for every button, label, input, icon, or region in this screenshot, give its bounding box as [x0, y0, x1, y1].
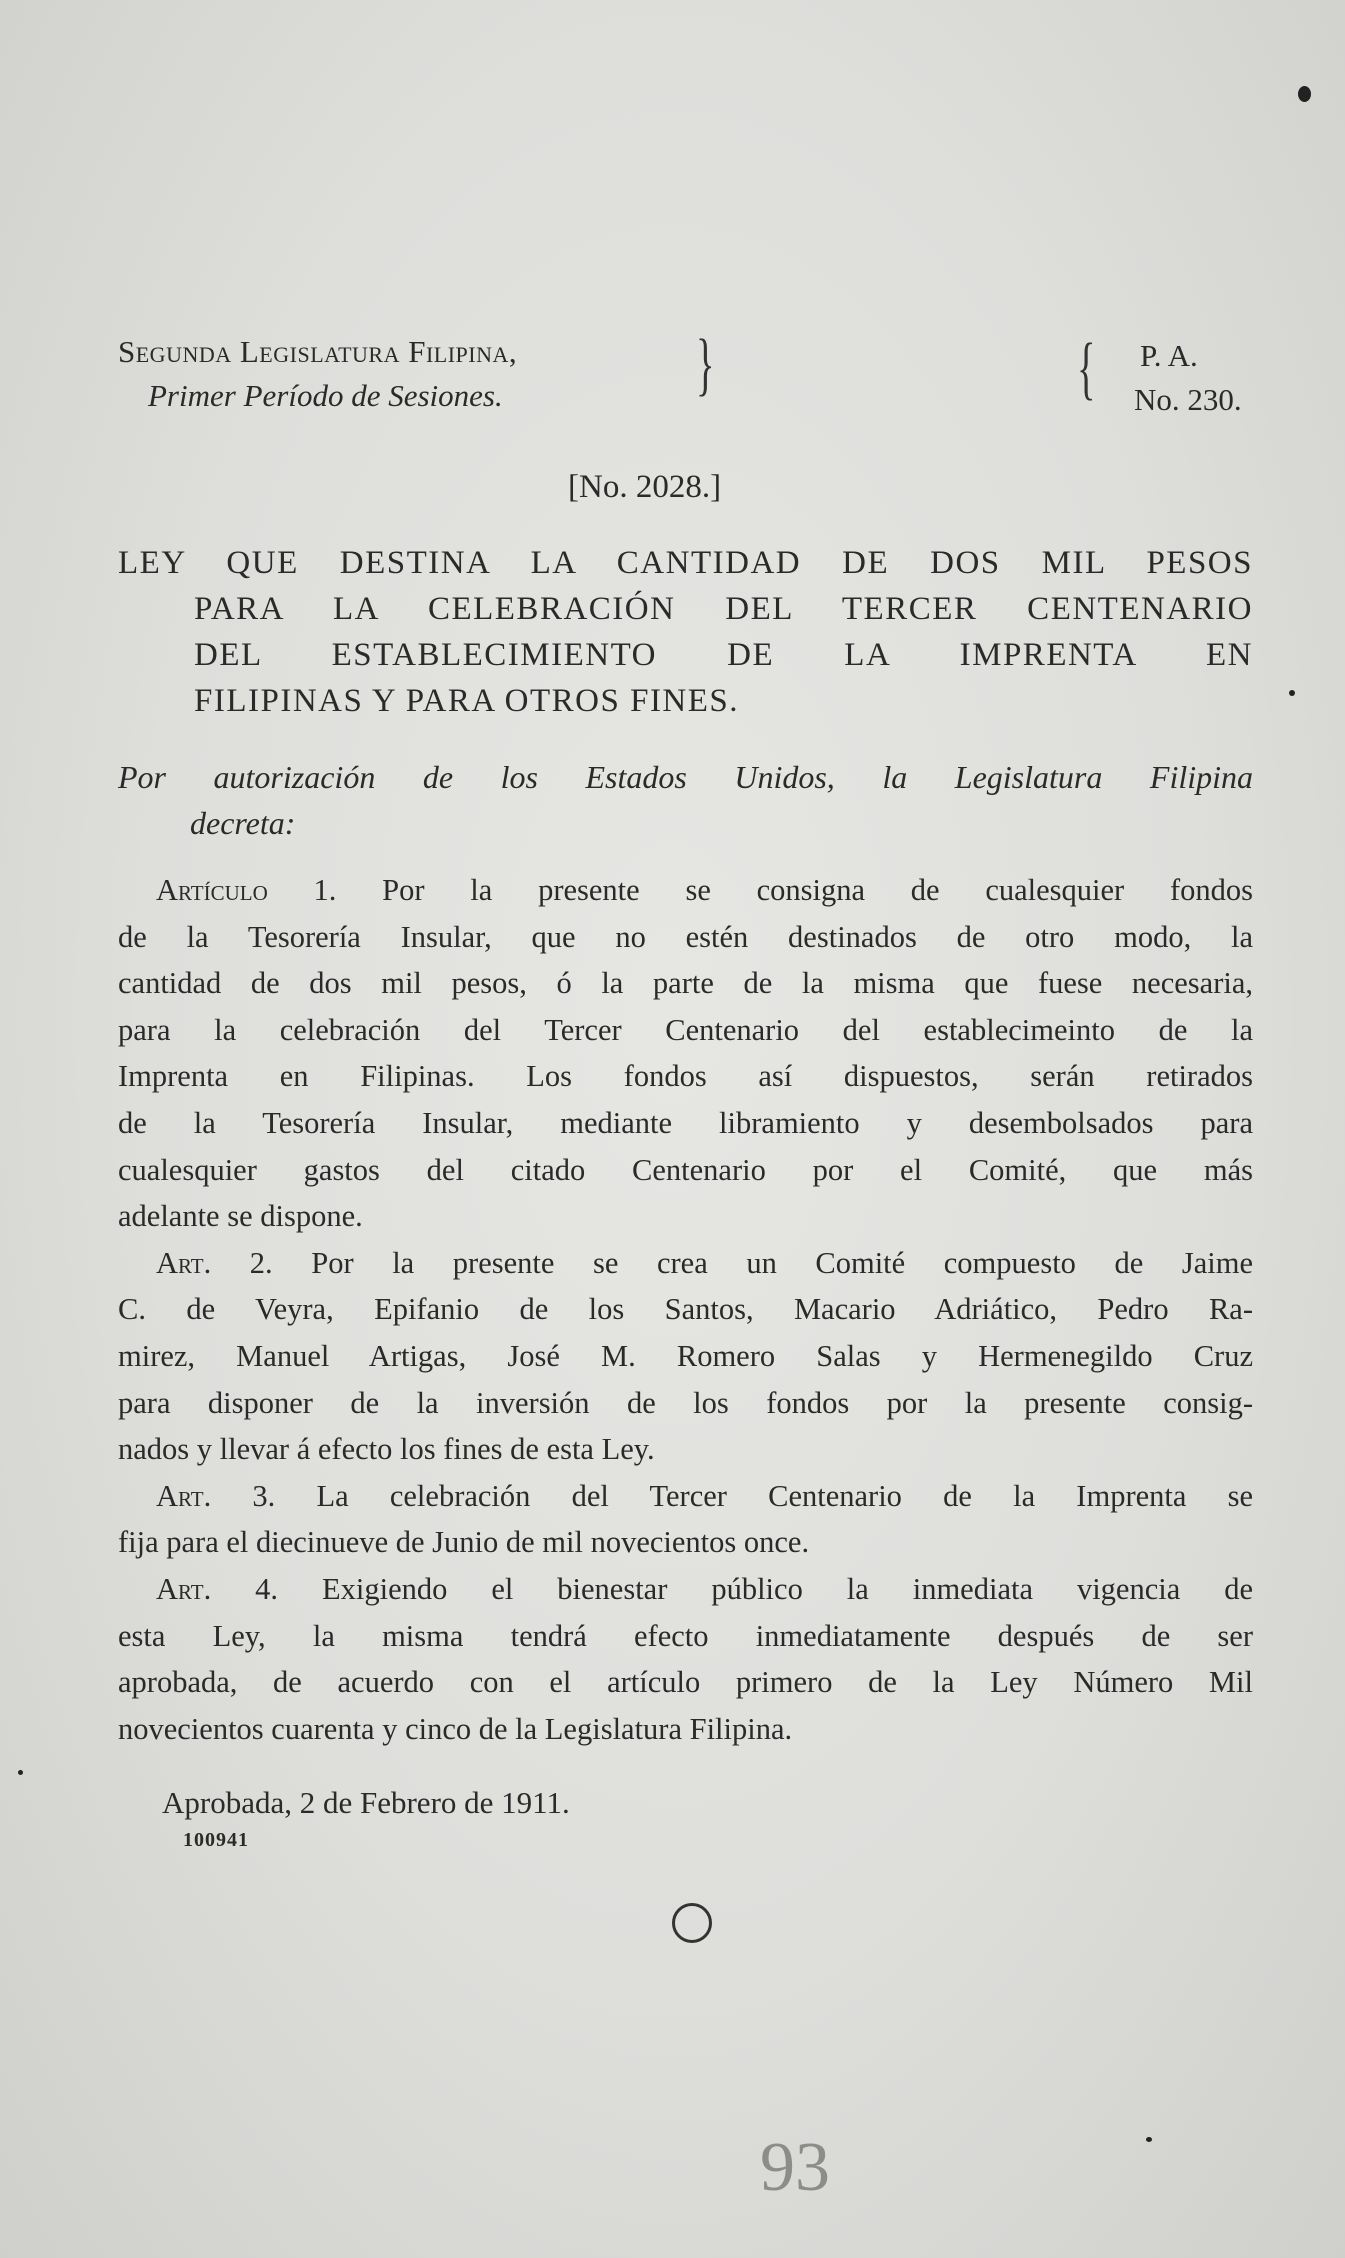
article-label: Art. 4.: [156, 1571, 279, 1606]
title-line: PARA LA CELEBRACIÓN DEL TERCER CENTENARIO: [194, 591, 1253, 627]
article-label: Artículo 1.: [156, 873, 337, 907]
article-line: novecientos cuarenta y cinco de la Legislatura Filipina.: [118, 1711, 793, 1746]
article-line: de la Tesorería Insular, que no estén destinados de otro modo, la: [118, 919, 1253, 954]
article-line: adelante se dispone.: [118, 1199, 363, 1234]
law-title: [118, 540, 1253, 724]
article-line: C. de Veyra, Epifanio de los Santos, Macario Adriático, Pedro Ra-: [118, 1292, 1253, 1327]
article-line: de la Tesorería Insular, mediante libramiento y desembolsados para: [118, 1105, 1253, 1140]
print-code: 100941: [183, 1829, 249, 1851]
right-brace: }: [696, 326, 715, 403]
article-line: Imprenta en Filipinas. Los fondos así dispuestos, serán retirados: [118, 1059, 1253, 1094]
article-line: cualesquier gastos del citado Centenario por el Comité, que más: [118, 1152, 1253, 1187]
bill-type: P. A.: [1140, 338, 1198, 373]
session-name: Primer Período de Sesiones.: [148, 378, 503, 413]
bill-reference: [1134, 334, 1242, 422]
article-line: cantidad de dos mil pesos, ó la parte de la misma que fuese necesaria,: [118, 966, 1253, 1001]
article-line: nados y llevar á efecto los fines de esta Ley.: [118, 1432, 655, 1467]
article-line: [118, 1473, 1253, 1520]
ink-speck-icon: [1146, 2137, 1152, 2142]
ink-speck-icon: [1298, 86, 1311, 102]
left-brace: {: [1077, 330, 1096, 407]
bill-number: No. 230.: [1134, 382, 1242, 417]
article-text: Exigiendo el bienestar público la inmediata vigencia de: [322, 1571, 1253, 1606]
article-line: [118, 1240, 1253, 1287]
article-line: [118, 1566, 1253, 1613]
page-number: 93: [760, 2129, 830, 2206]
article-text: Por la presente se consigna de cualesquier fondos: [382, 873, 1253, 907]
enacting-line: Por autorización de los Estados Unidos, la Legislatura Filipina: [118, 759, 1253, 795]
title-line: FILIPINAS Y PARA OTROS FINES.: [194, 683, 740, 719]
law-body: [118, 867, 1253, 1752]
title-line: LEY QUE DESTINA LA CANTIDAD DE DOS MIL PESOS: [118, 545, 1253, 581]
enacting-line: decreta:: [190, 805, 296, 841]
title-line: DEL ESTABLECIMIENTO DE LA IMPRENTA EN: [194, 637, 1253, 673]
law-number: [No. 2028.]: [568, 469, 722, 505]
article-text: La celebración del Tercer Centenario de la Imprenta se: [316, 1478, 1253, 1513]
ink-speck-icon: [18, 1770, 23, 1775]
approval-date: Aprobada, 2 de Febrero de 1911.: [162, 1785, 570, 1820]
article-line: aprobada, de acuerdo con el artículo primero de la Ley Número Mil: [118, 1665, 1253, 1700]
circle-ornament-icon: [672, 1903, 712, 1943]
legislature-header: [118, 330, 517, 418]
article-line: [118, 867, 1253, 914]
article-label: Art. 2.: [156, 1245, 273, 1280]
article-line: esta Ley, la misma tendrá efecto inmediatamente después de ser: [118, 1618, 1253, 1653]
ink-speck-icon: [1289, 690, 1295, 696]
article-line: para la celebración del Tercer Centenario del establecimeinto de la: [118, 1012, 1253, 1047]
article-line: para disponer de la inversión de los fondos por la presente consig-: [118, 1385, 1253, 1420]
legislature-name: Segunda Legislatura Filipina,: [118, 334, 518, 369]
article-line: mirez, Manuel Artigas, José M. Romero Salas y Hermenegildo Cruz: [118, 1338, 1253, 1373]
article-label: Art. 3.: [156, 1478, 276, 1513]
article-line: fija para el diecinueve de Junio de mil novecientos once.: [118, 1525, 810, 1560]
enacting-clause: [118, 754, 1253, 846]
article-text: Por la presente se crea un Comité compuesto de Jaime: [311, 1245, 1253, 1280]
